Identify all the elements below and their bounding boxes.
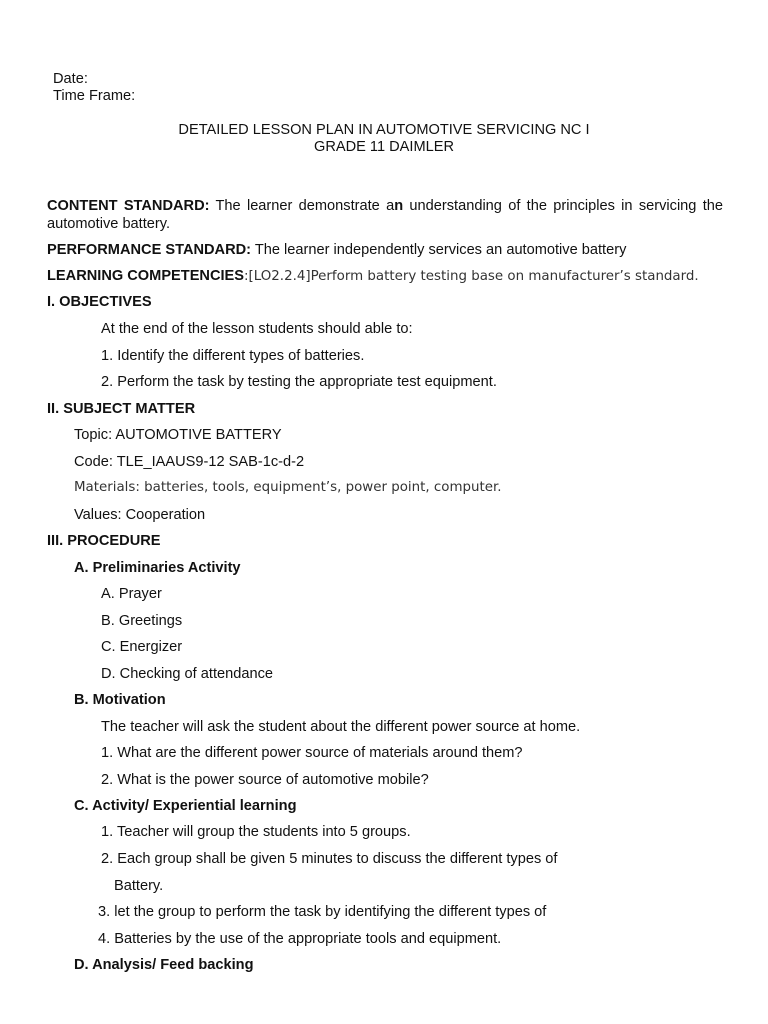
content-standard-bold-n: n (394, 198, 404, 214)
performance-standard-text: The learner independently services an automotive battery (251, 242, 627, 258)
motivation-item: 1. What are the different power source of materials around them? (101, 745, 523, 761)
procedure-heading: III. PROCEDURE (47, 533, 161, 549)
motivation-intro: The teacher will ask the student about the different power source at home. (101, 719, 581, 735)
time-frame-label: Time Frame: (53, 88, 136, 104)
content-standard-text-1: The learner demonstrate a (209, 198, 395, 214)
motivation-heading: B. Motivation (74, 692, 166, 708)
preliminary-item: C. Energizer (101, 639, 183, 655)
motivation-item: 2. What is the power source of automotive mobile? (101, 772, 429, 788)
learning-competencies (47, 267, 699, 286)
subject-materials: Materials: batteries, tools, equipment’s, power point, computer. (74, 480, 502, 495)
objectives-intro: At the end of the lesson students should able to: (101, 321, 413, 337)
content-standard-text-2: understanding of the principles in servicing the automotive battery. (47, 198, 723, 232)
preliminary-item: D. Checking of attendance (101, 666, 273, 682)
performance-standard (47, 241, 626, 259)
subject-code: Code: TLE_IAAUS9-12 SAB-1c-d-2 (74, 454, 305, 470)
activity-item: 1. Teacher will group the students into 5 groups. (101, 824, 411, 840)
activity-item: 2. Each group shall be given 5 minutes to discuss the different types of (101, 851, 558, 867)
objective-item: 2. Perform the task by testing the appropriate test equipment. (101, 374, 497, 390)
objective-item: 1. Identify the different types of batteries. (101, 348, 365, 364)
document-subtitle: GRADE 11 DAIMLER (313, 139, 455, 155)
subject-topic: Topic: AUTOMOTIVE BATTERY (74, 427, 282, 443)
preliminary-item: A. Prayer (101, 586, 162, 602)
activity-item: 4. Batteries by the use of the appropriate tools and equipment. (98, 931, 502, 947)
content-standard (47, 197, 723, 233)
analysis-heading: D. Analysis/ Feed backing (74, 957, 254, 973)
content-standard-label: CONTENT STANDARD: (47, 198, 210, 214)
preliminaries-heading: A. Preliminaries Activity (74, 560, 241, 576)
activity-item-continuation: Battery. (114, 878, 164, 894)
document-title: DETAILED LESSON PLAN IN AUTOMOTIVE SERVICING NC I (178, 122, 590, 138)
date-label: Date: (53, 71, 88, 87)
objectives-heading: I. OBJECTIVES (47, 294, 152, 310)
subject-values: Values: Cooperation (74, 507, 206, 523)
preliminary-item: B. Greetings (101, 613, 183, 629)
performance-standard-label: PERFORMANCE STANDARD: (47, 242, 252, 258)
subject-matter-heading: II. SUBJECT MATTER (47, 401, 196, 417)
activity-item: 3. let the group to perform the task by identifying the different types of (98, 904, 547, 920)
activity-heading: C. Activity/ Experiential learning (74, 798, 297, 814)
learning-competencies-label: LEARNING COMPETENCIES (47, 268, 245, 284)
learning-competencies-text: :[LO2.2.4]Perform battery testing base on manufacturer’s standard. (244, 269, 699, 284)
